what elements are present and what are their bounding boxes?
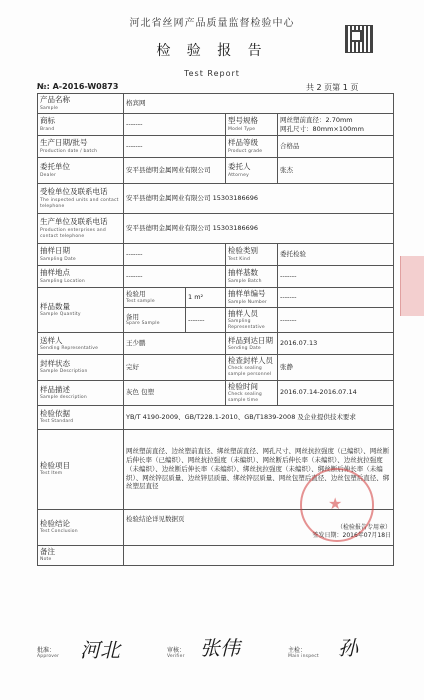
page-edge-stamp: [400, 256, 424, 316]
client-label: 委托单位 Dealer: [38, 158, 124, 184]
table-row: [38, 333, 394, 355]
sampling-number-value: -------: [278, 288, 394, 308]
sample-desc-label: 样品描述 Sample description: [38, 380, 124, 405]
test-kind-value: 委托检验: [278, 244, 394, 266]
institution-name: 河北省丝网产品质量监督检验中心: [129, 18, 295, 29]
attorney-value: 张杰: [278, 158, 394, 184]
seal-person-label: 检查封样人员 Check sealing sample personnel: [226, 355, 278, 380]
spare-sample-label: 备用 Spare Sample: [124, 308, 186, 333]
table-row: [38, 380, 394, 405]
model-value: 网丝塑前直径：2.70mm 网孔尺寸：80mm×100mm: [278, 114, 394, 136]
seal-note: （检验报告专用章）: [337, 523, 392, 531]
verifier-label: 审核： Verifier: [167, 647, 186, 659]
remark-value: [124, 545, 394, 565]
standard-label: 检验依据 Test Standard: [38, 405, 124, 429]
conclusion-value: 检验结论详见数据页: [126, 514, 185, 523]
standard-value: YB/T 4190-2009、GB/T228.1-2010、GB/T1839-2008 及企业提供技术要求: [124, 405, 394, 429]
verifier-signature: 张伟: [200, 636, 240, 660]
production-unit-label: 生产单位及联系电话 Production enterprises and contact telephone: [38, 214, 124, 244]
test-kind-label: 检验类别 Test Kind: [226, 244, 278, 266]
inspected-unit-value: 安平县德明金属网业有限公司 15303186696: [124, 184, 394, 214]
sampling-location-label: 抽样地点 Sampling Location: [38, 266, 124, 288]
report-subtitle: Test Report: [184, 69, 240, 78]
sampler-value: -------: [278, 308, 394, 333]
official-seal-icon: [300, 468, 374, 542]
table-row: [38, 288, 394, 308]
grade-value: 合格品: [278, 136, 394, 158]
seal-person-value: 张静: [278, 355, 394, 380]
sample-name-value: 格宾网: [124, 94, 394, 114]
sampling-number-label: 抽样单编号 Sample Number: [226, 288, 278, 308]
test-items-label: 检验项目 Test Item: [38, 429, 124, 509]
table-row: [38, 545, 394, 565]
remark-label: 备注 Note: [38, 545, 124, 565]
sample-desc-value: 灰色 包塑: [124, 380, 226, 405]
spare-sample-value: -------: [186, 308, 226, 333]
sampling-date-value: -------: [124, 244, 226, 266]
inspector-signature: 孙: [338, 636, 358, 660]
report-number: №: A-2016-W0873: [37, 82, 119, 91]
check-time-label: 检验时间 Check sealing sample time: [226, 380, 278, 405]
sender-label: 送样人 Sending Representative: [38, 333, 124, 355]
sampler-label: 抽样人员 Sampling Representative: [226, 308, 278, 333]
arrival-date-value: 2016.07.13: [278, 333, 394, 355]
page-count: 共 2 页第 1 页: [306, 83, 359, 92]
table-row: [38, 184, 394, 214]
approver-signature: 河北: [80, 638, 120, 662]
brand-label: 商标 Brand: [38, 114, 124, 136]
attorney-label: 委托人 Attorney: [226, 158, 278, 184]
approver-label: 批准： Approver: [37, 647, 60, 659]
sample-batch-value: -------: [278, 266, 394, 288]
table-row: [38, 136, 394, 158]
test-sample-label: 检验用 Test sample: [124, 288, 186, 308]
grade-label: 样品等级 Product grade: [226, 136, 278, 158]
sample-batch-label: 抽样基数 Sample Batch: [226, 266, 278, 288]
test-items-value: 网丝塑前直径、边丝塑前直径、绑丝塑前直径、网孔尺寸、网丝抗拉强度（已编织）、网丝断后伸长率（已编织）、网丝抗拉强度（未编织）、网丝断后伸长率（未编织）、边丝抗拉强度（未编织）、边丝断后伸长率（未编织）、绑丝抗拉强度（未编织）、绑丝断后伸长率（未编织）、网丝锌层质量、边丝锌层质量、绑丝锌层质量、网丝包塑后直径、边丝包塑后直径、绑丝塑层直径: [124, 429, 394, 509]
production-date-value: -------: [124, 136, 226, 158]
table-row: [38, 244, 394, 266]
brand-value: -------: [124, 114, 226, 136]
issue-date: 签发日期：2016年07月18日: [312, 531, 392, 539]
production-date-label: 生产日期/批号 Production date / batch: [38, 136, 124, 158]
test-sample-value: 1 m²: [186, 288, 226, 308]
check-time-value: 2016.07.14-2016.07.14: [278, 380, 394, 405]
sender-value: 王少鹏: [124, 333, 226, 355]
production-unit-value: 安平县德明金属网业有限公司 15303186696: [124, 214, 394, 244]
conclusion-label: 检验结论 Test Conclusion: [38, 509, 124, 545]
seal-state-value: 完好: [124, 355, 226, 380]
client-value: 安平县德明金属网业有限公司: [124, 158, 226, 184]
inspected-unit-label: 受检单位及联系电话 The inspected units and contact telephone: [38, 184, 124, 214]
model-label: 型号规格 Model Type: [226, 114, 278, 136]
seal-state-label: 封样状态 Sample Description: [38, 355, 124, 380]
sample-name-label: 产品名称 Sample: [38, 94, 124, 114]
sampling-date-label: 抽样日期 Sampling Date: [38, 244, 124, 266]
table-row: [38, 266, 394, 288]
report-title: 检 验 报 告: [156, 43, 268, 59]
table-row: [38, 158, 394, 184]
inspector-label: 主检： Main inspect: [288, 647, 319, 659]
table-row: [38, 94, 394, 114]
table-row: [38, 214, 394, 244]
quantity-label: 样品数量 Sample Quantity: [38, 288, 124, 333]
arrival-date-label: 样品到达日期 Sending Date: [226, 333, 278, 355]
table-row: [38, 355, 394, 380]
table-row: [38, 114, 394, 136]
sampling-location-value: -------: [124, 266, 226, 288]
table-row: [38, 405, 394, 429]
